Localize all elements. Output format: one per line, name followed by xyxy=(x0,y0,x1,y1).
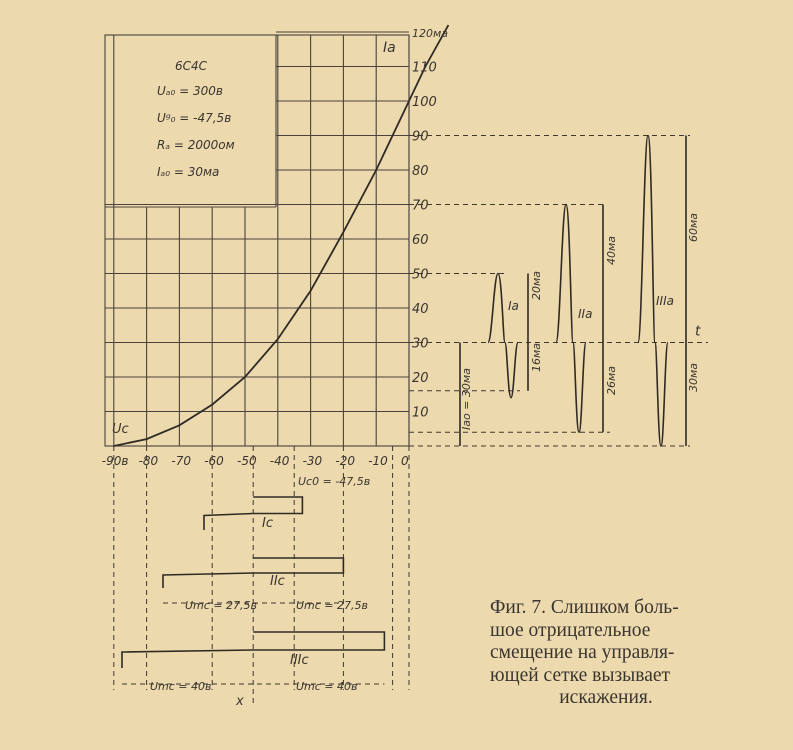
anode-dim-label: 20ма xyxy=(530,270,543,300)
anode-signal-label: IIa xyxy=(578,307,593,321)
y-tick-label: 120ма xyxy=(412,27,449,40)
x-tick-label: -20 xyxy=(335,454,356,468)
anode-dim-label: 40ма xyxy=(605,235,618,265)
anode-signal-label: Ia xyxy=(508,299,519,313)
umc-iii-label: Umc = 40в xyxy=(296,680,358,693)
x-tick-label: -60 xyxy=(204,454,224,468)
x-axis-label: x xyxy=(236,694,244,709)
tube-type-label: 6С4С xyxy=(175,59,208,73)
anode-dim-label: 16ма xyxy=(530,342,543,372)
y-tick-label: 60 xyxy=(412,233,429,248)
grid-signal-label: IIIc xyxy=(290,653,309,668)
grid-lines xyxy=(105,32,409,446)
y-tick-label: 110 xyxy=(412,60,437,76)
y-tick-label: 100 xyxy=(412,95,437,110)
caption-line-1: Фиг. 7. Слишком боль- xyxy=(490,597,679,618)
caption-line-3: смещение на управля- xyxy=(490,642,675,663)
x-tick-label: -90в xyxy=(101,454,129,468)
anode-signal-label: IIIa xyxy=(656,294,674,308)
grid-signal-label: IIc xyxy=(270,574,285,589)
t-axis-label: t xyxy=(695,323,701,340)
x-tick-label: -30 xyxy=(302,454,323,468)
y-tick-label: 10 xyxy=(412,405,429,421)
x-tick-label: -10 xyxy=(368,454,388,468)
y-tick-label: 30 xyxy=(412,336,429,352)
y-tick-label: 90 xyxy=(412,129,429,145)
y-tick-label: 20 xyxy=(412,371,429,386)
x-tick-label: -70 xyxy=(171,454,192,468)
signal-waveforms xyxy=(122,136,686,669)
anode-dim-label: 30ма xyxy=(687,362,700,392)
bias-label: Uc0 = -47,5в xyxy=(298,475,371,488)
umc-iii-label: Umc = 40в xyxy=(150,680,212,693)
plot-frame xyxy=(105,35,409,446)
tube-param-label: Iₐ₀ = 30ма xyxy=(157,165,220,179)
x-tick-label: -50 xyxy=(237,454,257,468)
ia-axis-label: Ia xyxy=(383,40,396,56)
caption-line-5: искажения. xyxy=(559,687,653,708)
y-tick-label: 70 xyxy=(412,198,429,214)
iao-dim-label: Iao = 30ма xyxy=(460,368,473,430)
x-tick-label: 0 xyxy=(401,454,409,468)
y-tick-label: 80 xyxy=(412,164,429,179)
x-tick-label: -80 xyxy=(138,454,159,468)
uc-axis-label: Uc xyxy=(112,422,129,437)
tube-param-label: Uᵍ₀ = -47,5в xyxy=(157,111,232,125)
grid-signal-label: Ic xyxy=(262,516,273,531)
y-tick-label: 50 xyxy=(412,267,429,283)
y-tick-label: 40 xyxy=(412,302,429,317)
anode-wave-I xyxy=(488,274,518,398)
figure-caption xyxy=(490,597,722,710)
anode-dim-label: 60ма xyxy=(687,212,700,242)
umc-ii-label: Umc = 27,5в xyxy=(296,599,368,612)
x-tick-label: -40 xyxy=(269,454,290,468)
tube-param-label: Rₐ = 2000ом xyxy=(157,138,235,152)
tube-param-label: Uₐ₀ = 300в xyxy=(157,84,223,98)
anode-wave-III xyxy=(638,136,668,447)
umc-ii-label: Umc = 27,5в xyxy=(185,599,257,612)
caption-line-2: шое отрицательное xyxy=(490,619,651,641)
anode-dim-label: 26ма xyxy=(605,365,618,395)
caption-line-4: ющей сетке вызывает xyxy=(490,664,671,686)
